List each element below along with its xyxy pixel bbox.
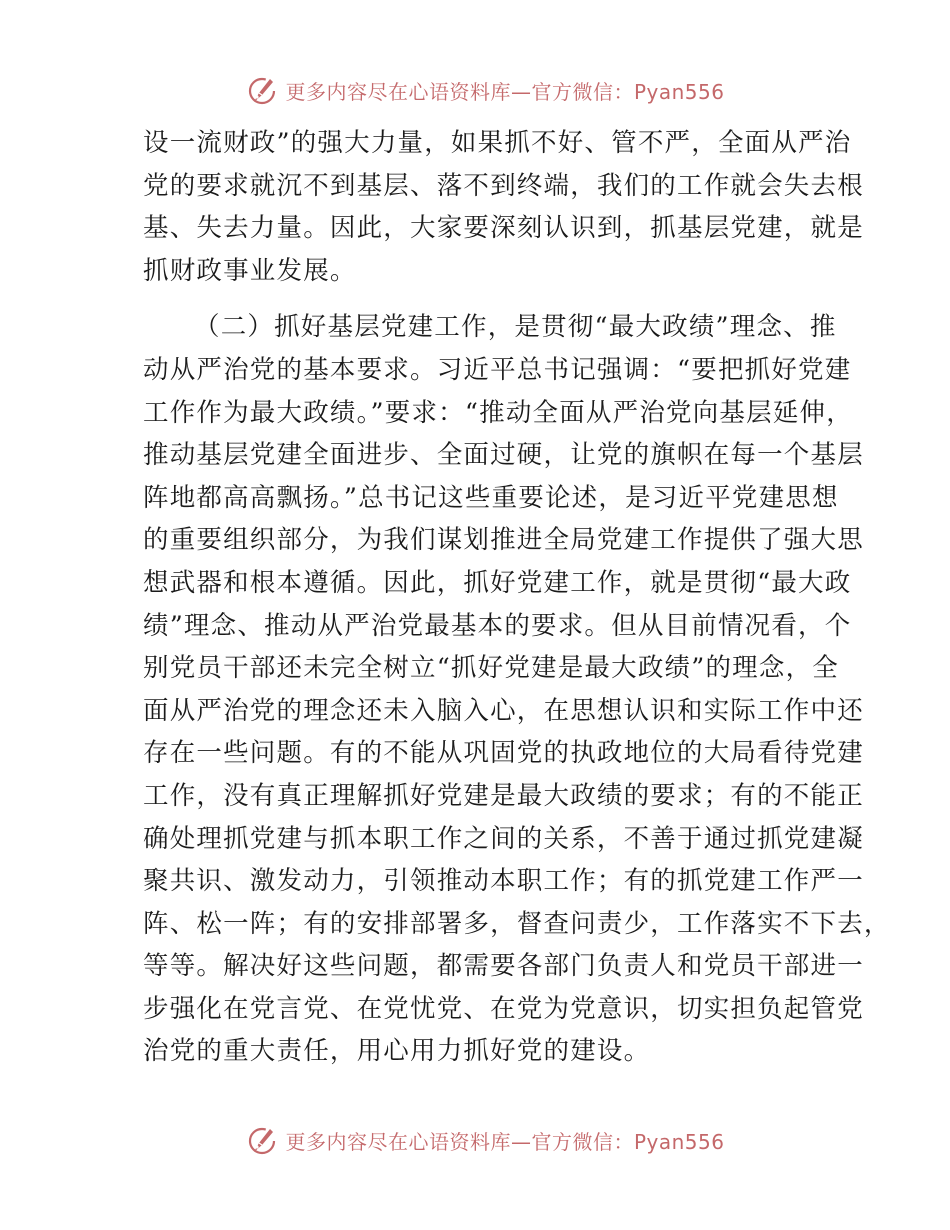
watermark-text: 更多内容尽在心语资料库—官方微信：Pyan556 <box>285 79 725 104</box>
text-line: 推动基层党建全面进步、全面过硬，让党的旗帜在每一个基层 <box>143 440 864 471</box>
text-line: 阵、松一阵；有的安排部署多，督查问责少，工作落实不下去， <box>143 908 891 939</box>
text-line: 设一流财政”的强大力量，如果抓不好、管不严，全面从严治 <box>143 128 852 158</box>
paragraph-section-two <box>143 306 891 1073</box>
watermark-text: 更多内容尽在心语资料库—官方微信：Pyan556 <box>285 1129 725 1154</box>
text-line: 面从严治党的理念还未入脑入心，在思想认识和实际工作中还 <box>143 695 864 726</box>
text-line: 别党员干部还未完全树立“抓好党建是最大政绩”的理念，全 <box>143 653 839 684</box>
text-line: 想武器和根本遵循。因此，抓好党建工作，就是贯彻“最大政 <box>143 567 852 598</box>
text-line: 治党的重大责任，用心用力抓好党的建设。 <box>143 1036 651 1067</box>
text-line: 阵地都高高飘扬。”总书记这些重要论述，是习近平党建思想 <box>143 482 839 513</box>
text-line: 工作作为最大政绩。”要求：“推动全面从严治党向基层延伸， <box>143 397 853 428</box>
text-line: 基、失去力量。因此，大家要深刻认识到，抓基层党建，就是 <box>143 213 864 244</box>
banner-content <box>245 1123 724 1157</box>
text-line: 等等。解决好这些问题，都需要各部门负责人和党员干部进一 <box>143 951 864 982</box>
text-line: 确处理抓党建与抓本职工作之间的关系，不善于通过抓党建凝 <box>143 823 864 854</box>
quill-pen-logo-icon <box>245 73 279 107</box>
text-line: 党的要求就沉不到基层、落不到终端，我们的工作就会失去根 <box>143 170 864 201</box>
footer-watermark-banner <box>0 1120 950 1160</box>
text-line: 步强化在党言党、在党忧党、在党为党意识，切实担负起管党 <box>143 993 864 1024</box>
document-body <box>143 122 891 1073</box>
banner-content <box>245 73 724 107</box>
paragraph-continued <box>143 122 864 292</box>
text-line: 绩”理念、推动从严治党最基本的要求。但从目前情况看，个 <box>143 610 852 641</box>
text-line: 动从严治党的基本要求。习近平总书记强调：“要把抓好党建 <box>143 354 852 385</box>
quill-pen-logo-icon <box>245 1123 279 1157</box>
text-line: 抓财政事业发展。 <box>143 255 357 286</box>
section-heading-line: （二）抓好基层党建工作，是贯彻“最大政绩”理念、推 <box>194 312 837 343</box>
text-line: 的重要组织部分，为我们谋划推进全局党建工作提供了强大思 <box>143 525 864 556</box>
text-line: 工作，没有真正理解抓好党建是最大政绩的要求；有的不能正 <box>143 780 864 811</box>
text-line: 聚共识、激发动力，引领推动本职工作；有的抓党建工作严一 <box>143 866 864 897</box>
text-line: 存在一些问题。有的不能从巩固党的执政地位的大局看待党建 <box>143 738 864 769</box>
header-watermark-banner <box>0 70 950 110</box>
